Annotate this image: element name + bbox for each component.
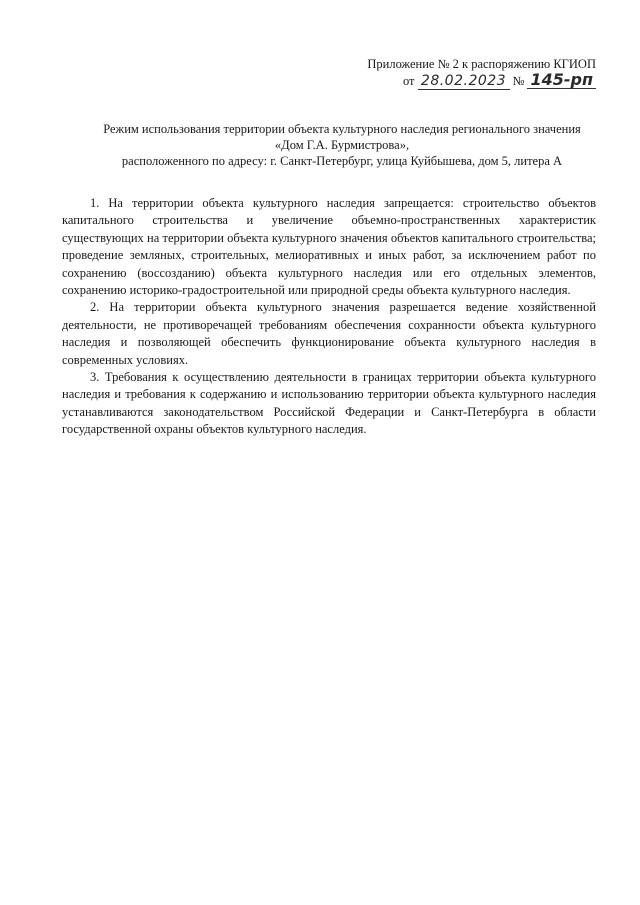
appendix-reference: Приложение № 2 к распоряжению КГИОП [367,57,596,71]
handwritten-order-number: 145-рп [527,72,596,89]
from-label: от [402,74,415,88]
paragraph-1: 1. На территории объекта культурного наследия запрещается: строительство объектов капитального строительства и увеличение объемно-пространственных характеристик существующих на территории объекта культурного значения объектов капитального строительства; проведение земляных, строительных, мелиоративных и иных работ, за исключением работ по сохранению (воссозданию) объекта культурного наследия или его отдельных элементов, сохранению историко-градостроительной или природной среды объекта культурного наследия. [62,196,596,298]
paragraph-2: 2. На территории объекта культурного значения разрешается ведение хозяйственной деятельности, не противоречащей требованиям обеспечения сохранности объекта культурного наследия и позволяющей обеспечить функционирование объекта культурного наследия в современных условиях. [62,300,596,367]
title-line-3: расположенного по адресу: г. Санкт-Петербург, улица Куйбышева, дом 5, литера А [121,154,563,168]
order-reference-line [336,72,596,90]
document-title [72,121,612,169]
paragraph-3: 3. Требования к осуществлению деятельности в границах территории объекта культурного наследия и требования к содержанию и использованию территории объекта культурного наследия устанавливаются законодательством Российской Федерации и Санкт-Петербурга в области государственной охраны объектов культурного наследия. [62,370,596,437]
document-body [62,195,596,439]
number-label: № [512,74,525,88]
appendix-header [336,56,596,90]
title-line-1: Режим использования территории объекта культурного наследия регионального значения [103,122,581,136]
handwritten-date: 28.02.2023 [418,73,510,90]
title-line-2: «Дом Г.А. Бурмистрова», [274,138,410,152]
